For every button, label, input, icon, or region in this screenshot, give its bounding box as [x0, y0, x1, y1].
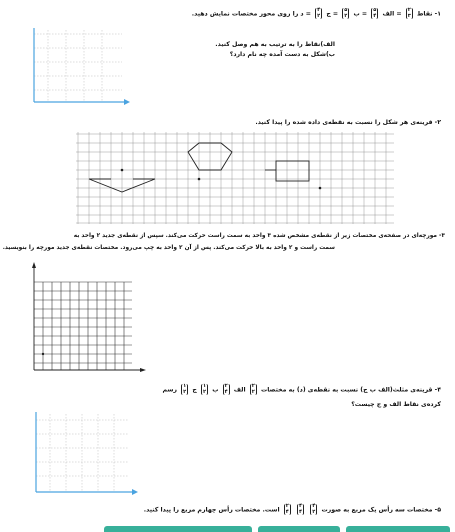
coordinate-grid-1[interactable]	[26, 28, 130, 110]
bottom-tab-2[interactable]	[258, 526, 340, 532]
q4-vector-c: ۱ ۲	[183, 383, 187, 395]
q4-vector-b: ۱ ۲	[202, 383, 207, 395]
center-point-3	[319, 187, 322, 190]
bottom-tab-1[interactable]	[104, 526, 252, 532]
q5-prefix: ۵- مختصات سه رأس یک مربع به صورت	[321, 506, 441, 514]
center-point-1	[121, 169, 124, 172]
q1-instruction: را روی محور مختصات نمایش دهید.	[191, 10, 299, 18]
q5-instruction: است. مختصات رأس چهارم مربع را پیدا کنید.	[143, 506, 280, 514]
q4-line-2: کرده‌ی نقاط الف و ج چیست؟	[351, 401, 441, 408]
bottom-tab-3[interactable]	[346, 526, 450, 532]
q1-vector-b: ۵ ۴	[373, 7, 377, 19]
coordinate-grid-4[interactable]	[28, 412, 140, 500]
q4-text: ۴- قرینه‌ی مثلث(الف ب ج) نسبت به نقطه‌ی (د) به مختصات ۲ ۲ الف ۲ ۴ ب ۱ ۲ ج ۱ ۲ رسم	[162, 383, 441, 395]
q4-prefix: ۴- قرینه‌ی مثلث(الف ب ج) نسبت به نقطه‌ی (د) به مختصات	[260, 386, 441, 394]
q3-line-1: ۳- مورچه‌ای در صفحه‌ی مختصات زیر از نقطه‌ی مشخص شده ۳ واحد به سمت راست حرکت می‌کند. سپس از نقطه‌ی جدید ۲ واحد به	[73, 233, 445, 239]
q5-text	[144, 504, 441, 515]
q1-prefix: ۱- نقاط	[416, 10, 441, 18]
q4-vector-d: ۲ ۲	[251, 383, 255, 395]
q5-vector-3: ۲ ۴	[285, 503, 289, 515]
ant-start-point	[42, 353, 44, 355]
q5-vector-2: ۴ ۴	[299, 503, 303, 515]
center-point-2	[198, 178, 201, 181]
q2-text: ۲- قرینه‌ی هر شکل را نسبت به نقطه‌ی داده شده را پیدا کنید.	[255, 119, 441, 126]
q1-part-b: ب)شکل به دست آمده چه نام دارد؟	[229, 51, 335, 58]
q1-text: ۱- نقاط ۲ ۳ = الف ۵ ۴ = ب ۵ ۲ = ج ۴ ۲ = د را روی محور مختصات نمایش دهید.	[191, 7, 441, 19]
q1-vector-c: ۵ ۲	[344, 7, 348, 19]
reflection-grid[interactable]	[76, 132, 394, 224]
q5-vector-1: ۴ ۲	[312, 503, 316, 515]
q1-vector-d: ۴ ۲	[317, 7, 321, 19]
q4-vector-a: ۲ ۴	[224, 383, 228, 395]
q3-line-2: سمت راست و ۲ واحد به بالا حرکت می‌کند. پس از آن ۲ واحد به چپ می‌رود. مختصات نقطه‌ی جدید مورچه را بنویسید.	[2, 245, 335, 251]
ant-grid[interactable]	[28, 262, 146, 376]
q1-part-a: الف)نقاط را به ترتیب به هم وصل کنید.	[215, 41, 335, 48]
q1-vector-a: ۲ ۳	[407, 7, 411, 19]
q4-end: رسم	[162, 386, 177, 394]
rectangle-shape	[276, 161, 309, 181]
